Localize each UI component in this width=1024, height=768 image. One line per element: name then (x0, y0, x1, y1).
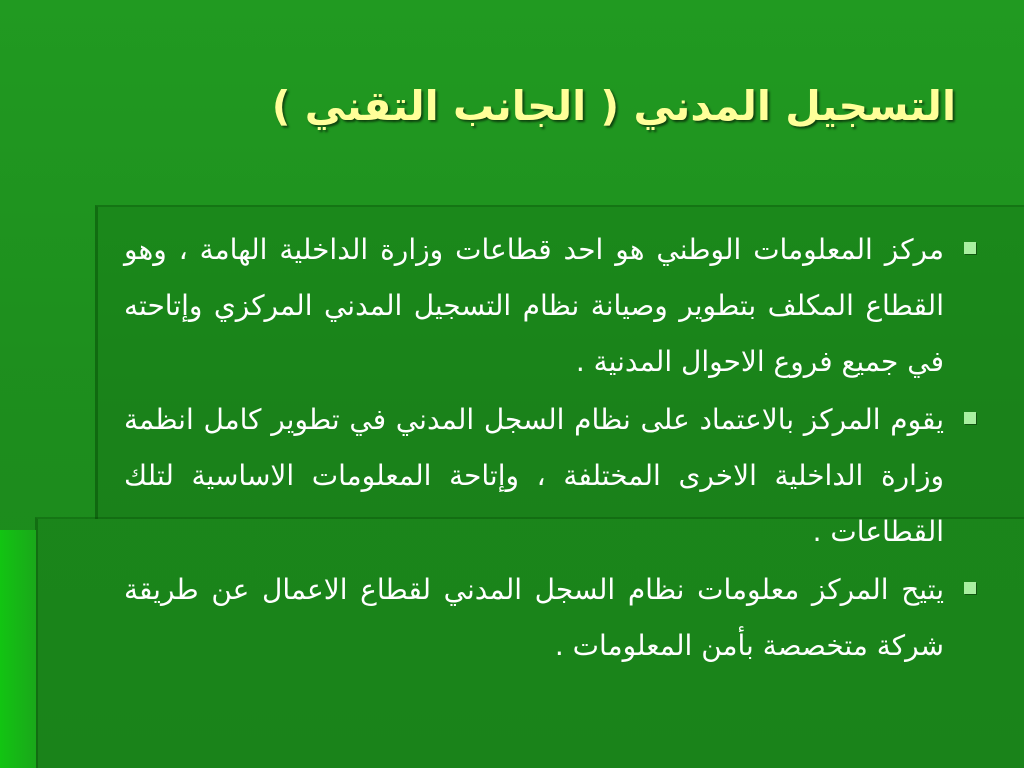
bullet-item (124, 392, 984, 560)
bullet-item (124, 222, 984, 390)
square-bullet-icon (964, 242, 976, 254)
bullet-text: يتيح المركز معلومات نظام السجل المدني لقطاع الاعمال عن طريقة شركة متخصصة بأمن المعلومات . (124, 573, 944, 662)
bullet-text: يقوم المركز بالاعتماد على نظام السجل المدني في تطوير كامل انظمة وزارة الداخلية الاخرى المختلفة ، وإتاحة المعلومات الاساسية لتلك القطاعات . (124, 403, 944, 548)
bullet-text: مركز المعلومات الوطني هو احد قطاعات وزارة الداخلية الهامة ، وهو القطاع المكلف بتطوير وصيانة نظام التسجيل المدني المركزي وإتاحته في جميع فروع الاحوال المدنية . (124, 233, 944, 378)
decorative-left-strip (0, 530, 36, 768)
square-bullet-icon (964, 412, 976, 424)
square-bullet-icon (964, 582, 976, 594)
bullet-item (124, 562, 984, 674)
slide-title: التسجيل المدني ( الجانب التقني ) (271, 82, 956, 130)
bullet-list (124, 222, 984, 676)
